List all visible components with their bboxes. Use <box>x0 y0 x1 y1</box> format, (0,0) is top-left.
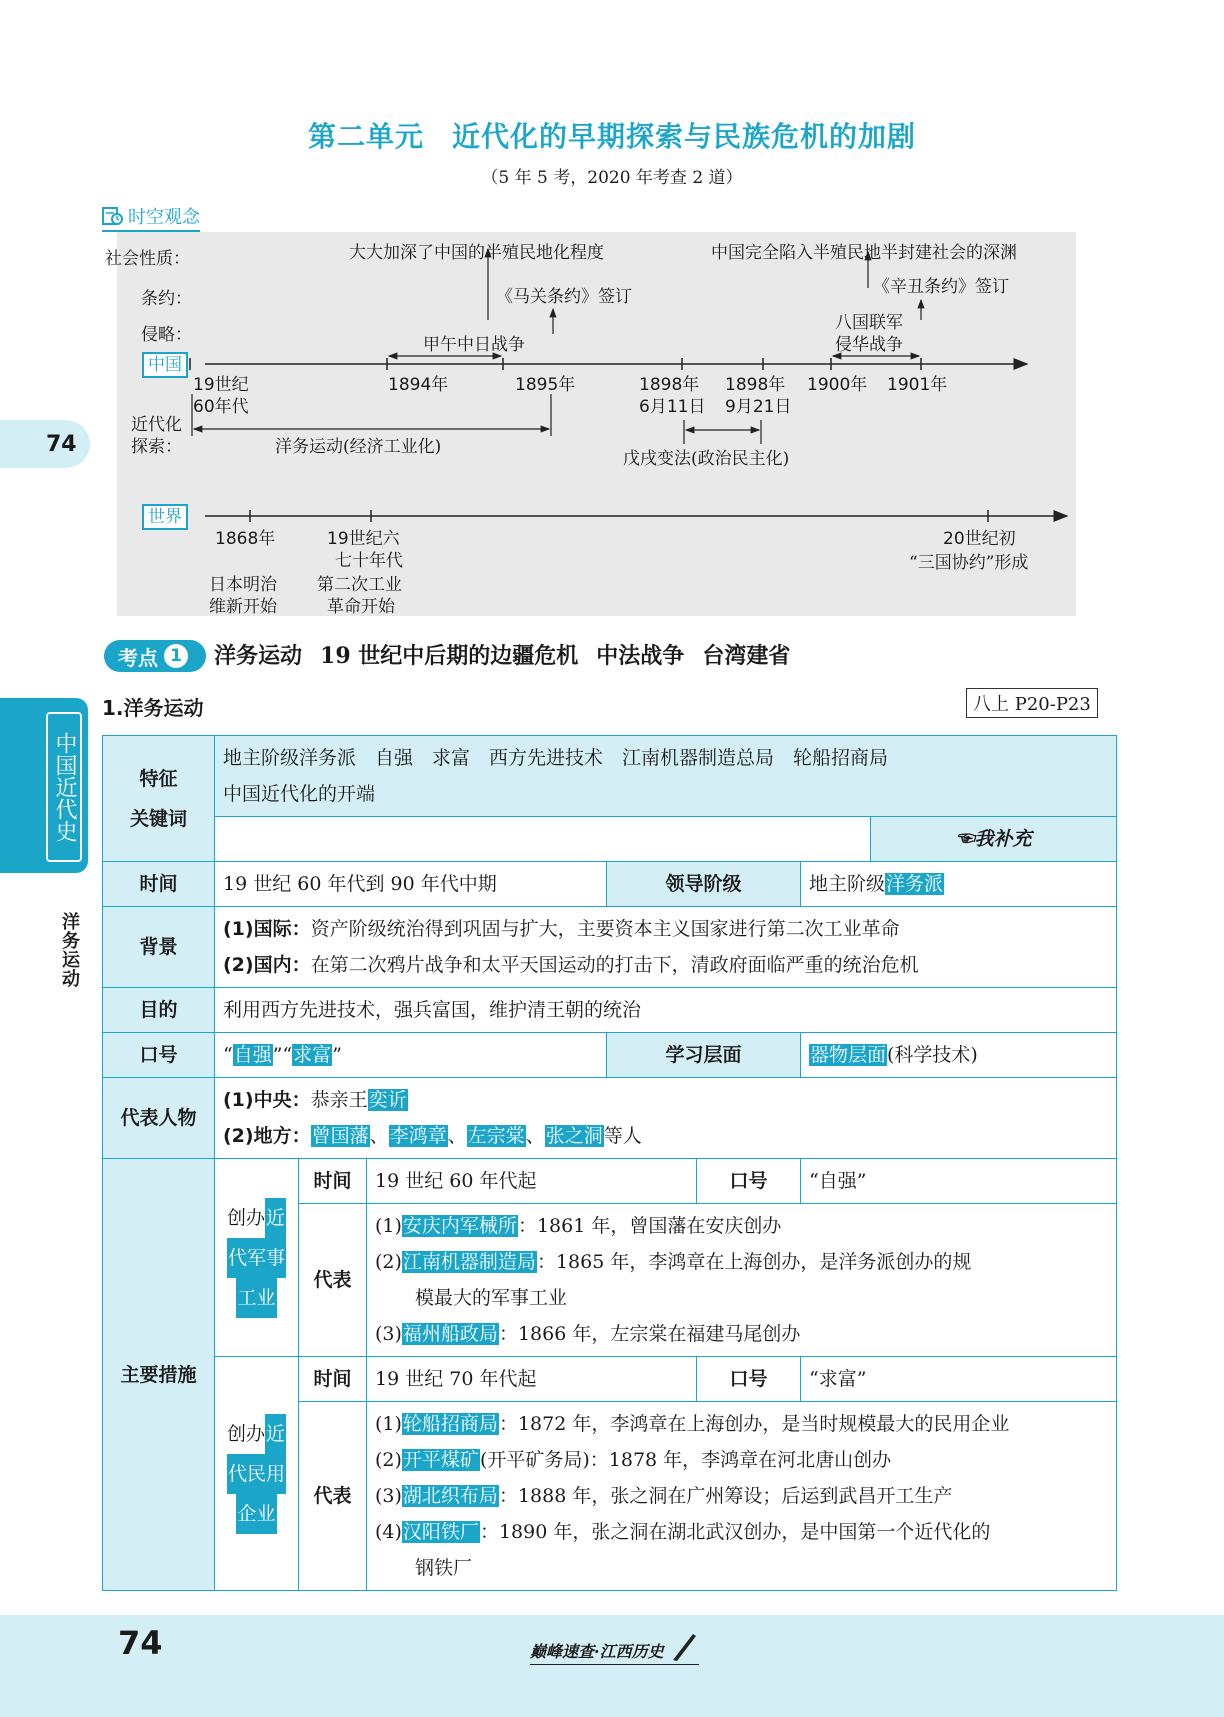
pointing-hand-icon: ☜ <box>955 828 975 850</box>
exam-point-topics <box>214 640 808 673</box>
row-keywords-1 <box>103 736 1117 817</box>
clock-book-icon <box>102 206 124 226</box>
date-1901: 1901年 <box>887 375 948 395</box>
yangwu-span-label: 洋务运动(经济工业化) <box>275 437 442 457</box>
supplement-label: 我补充 <box>974 828 1032 850</box>
military-rep-3: (3)福州船政局：1866 年，左宗棠在福建马尾创办 <box>375 1323 801 1345</box>
background-domestic: (2)国内：在第二次鸦片战争和太平天国运动的打击下，清政府面临严重的统治危机 <box>223 954 919 976</box>
row-label-treaty: 条约： <box>141 289 192 309</box>
study-level-content: 器物层面(科学技术) <box>801 1033 1117 1078</box>
date-1898-09-b: 9月21日 <box>725 397 792 417</box>
row-label-modernization: 近代化 <box>131 415 182 435</box>
military-rep-list: (1)安庆内军械所：1861 年，曾国藩在安庆创办 (2)江南机器制造局：1865 年，李鸿章在上海创办，是洋务派创办的规 模最大的军事工业 (3)福州船政局：1866 年，左宗棠在福建马尾创办 <box>367 1204 1117 1357</box>
background-content <box>215 907 1117 988</box>
military-slogan-label: 口号 <box>697 1159 801 1204</box>
war-eight-nation-2: 侵华战争 <box>835 335 903 355</box>
war-sino-japanese: 甲午中日战争 <box>423 335 525 355</box>
unit-title <box>0 115 1224 155</box>
date-1898-06-b: 6月11日 <box>639 397 706 417</box>
world-event-industrial-2: 革命开始 <box>327 597 395 617</box>
row-label-invasion: 侵略： <box>141 325 192 345</box>
civil-rep-2: (2)开平煤矿(开平矿务局)：1878 年，李鸿章在河北唐山创办 <box>375 1449 892 1471</box>
time-label: 时间 <box>103 862 215 907</box>
war-eight-nation-1: 八国联军 <box>835 313 903 333</box>
side-page-tab: 74 <box>0 420 90 468</box>
topic-4: 台湾建省 <box>702 644 791 669</box>
row-civil-time <box>103 1357 1117 1402</box>
unit-number: 第二单元 <box>307 120 424 153</box>
date-1900: 1900年 <box>807 375 868 395</box>
keywords-label: 特征 关键词 <box>103 736 215 862</box>
world-event-meiji-1: 日本明治 <box>209 575 277 595</box>
china-badge: 中国 <box>142 352 188 378</box>
row-military-time <box>103 1159 1117 1204</box>
nature-left: 大大加深了中国的半殖民地化程度 <box>349 243 604 263</box>
slogan-content: “自强”“求富” <box>215 1033 607 1078</box>
military-time-value: 19 世纪 60 年代起 <box>367 1159 697 1204</box>
row-label-exploration: 探索： <box>131 437 182 457</box>
civil-time-value: 19 世纪 70 年代起 <box>367 1357 697 1402</box>
footer-page-number: 74 <box>118 1624 163 1662</box>
row-time <box>103 862 1117 907</box>
people-local: (2)地方：曾国藩、李鸿章、左宗棠、张之洞等人 <box>223 1125 642 1147</box>
date-1860s-b: 60年代 <box>193 397 249 417</box>
people-central: (1)中央：恭亲王奕䜣 <box>223 1089 407 1111</box>
treaty-maguan: 《马关条约》签订 <box>496 287 632 307</box>
row-keywords-2 <box>103 817 1117 862</box>
yangwu-table <box>102 735 1117 1591</box>
pen-icon <box>669 1632 699 1662</box>
section-vertical-label: 洋务运动 <box>59 912 80 988</box>
time-value: 19 世纪 60 年代到 90 年代中期 <box>215 862 607 907</box>
military-rep-1: (1)安庆内军械所：1861 年，曾国藩在安庆创办 <box>375 1215 782 1237</box>
measures-label: 主要措施 <box>103 1159 215 1591</box>
exam-point-number: 1 <box>164 644 188 668</box>
textbook-page-ref: 八上 P20-P23 <box>966 688 1098 718</box>
date-1894: 1894年 <box>388 375 449 395</box>
civil-time-label: 时间 <box>299 1357 367 1402</box>
topic-3: 中法战争 <box>596 644 685 669</box>
world-event-triple-entente: “三国协约”形成 <box>909 553 1029 573</box>
date-1860s-a: 19世纪 <box>193 375 249 395</box>
supplement-blank[interactable] <box>215 817 871 862</box>
civil-name: 创办近 代民用 企业 <box>215 1357 299 1591</box>
world-event-industrial-1: 第二次工业 <box>317 575 402 595</box>
timeline-diagram <box>105 232 1076 617</box>
chapter-tab[interactable]: 中国近代史 <box>46 712 82 862</box>
timeline-section-text: 时空观念 <box>128 207 200 228</box>
background-intl: (1)国际：资产阶级统治得到巩固与扩大，主要资本主义国家进行第二次工业革命 <box>223 918 900 940</box>
military-rep-2: (2)江南机器制造局：1865 年，李鸿章在上海创办，是洋务派创办的规 <box>375 1251 972 1273</box>
row-goal <box>103 988 1117 1033</box>
leader-label: 领导阶级 <box>607 862 801 907</box>
keywords-line-1: 地主阶级洋务派 自强 求富 西方先进技术 江南机器制造总局 轮船招商局 <box>223 747 889 769</box>
wuxu-span-label: 戊戌变法(政治民主化) <box>623 449 790 469</box>
section-heading: 1.洋务运动 <box>102 696 204 720</box>
unit-subtitle: （5 年 5 考，2020 年考查 2 道） <box>481 168 743 188</box>
study-level-highlight: 器物层面 <box>810 1044 887 1066</box>
military-slogan-value: “自强” <box>801 1159 1117 1204</box>
civil-rep-4: (4)汉阳铁厂：1890 年，张之洞在湖北武汉创办，是中国第一个近代化的 <box>375 1521 991 1543</box>
slogan-ziqiang: 自强 <box>233 1044 272 1066</box>
military-name: 创办近 代军事 工业 <box>215 1159 299 1357</box>
leader-value: 地主阶级洋务派 <box>801 862 1117 907</box>
world-badge: 世界 <box>142 504 188 530</box>
military-rep-label: 代表 <box>299 1204 367 1357</box>
civil-rep-label: 代表 <box>299 1402 367 1591</box>
world-date-1860s70s-b: 七十年代 <box>335 551 403 571</box>
keywords-content <box>215 736 1117 817</box>
leader-highlight: 洋务派 <box>886 873 944 895</box>
row-slogan <box>103 1033 1117 1078</box>
exam-point-badge <box>104 640 206 672</box>
world-date-1860s70s-a: 19世纪六 <box>327 529 400 549</box>
civil-slogan-value: “求富” <box>801 1357 1117 1402</box>
timeline-section-label <box>102 203 200 232</box>
civil-rep-3: (3)湖北织布局：1888 年，张之洞在广州筹设；后运到武昌开工生产 <box>375 1485 953 1507</box>
slogan-label: 口号 <box>103 1033 215 1078</box>
supplement-label-cell <box>871 817 1117 862</box>
row-people <box>103 1078 1117 1159</box>
row-background <box>103 907 1117 988</box>
date-1898-09-a: 1898年 <box>725 375 786 395</box>
civil-rep-list: (1)轮船招商局：1872 年，李鸿章在上海创办，是当时规模最大的民用企业 (2)开平煤矿(开平矿务局)：1878 年，李鸿章在河北唐山创办 (3)湖北织布局：1888 年，张之洞在广州筹设；后运到武昌开工生产 (4)汉阳铁厂：1890 年，张之洞在湖北武汉创办，是中国第一个近代化的 钢铁厂 <box>367 1402 1117 1591</box>
people-content <box>215 1078 1117 1159</box>
background-label: 背景 <box>103 907 215 988</box>
world-date-1868: 1868年 <box>215 529 276 549</box>
goal-content: 利用西方先进技术，强兵富国，维护清王朝的统治 <box>215 988 1117 1033</box>
world-event-meiji-2: 维新开始 <box>209 597 277 617</box>
unit-name: 近代化的早期探索与民族危机的加剧 <box>452 120 917 153</box>
topic-2: 19 世纪中后期的边疆危机 <box>320 643 579 669</box>
world-date-20c: 20世纪初 <box>943 529 1016 549</box>
row-label-nature: 社会性质： <box>105 249 190 269</box>
footer-bar <box>0 1615 1224 1717</box>
military-time-label: 时间 <box>299 1159 367 1204</box>
footer-brand: 巅峰速查·江西历史 <box>530 1632 699 1665</box>
date-1895: 1895年 <box>515 375 576 395</box>
date-1898-06-a: 1898年 <box>639 375 700 395</box>
topic-1: 洋务运动 <box>214 644 303 669</box>
exam-point-label: 考点 <box>118 645 158 670</box>
study-level-label: 学习层面 <box>607 1033 801 1078</box>
keywords-line-2: 中国近代化的开端 <box>223 783 376 805</box>
goal-label: 目的 <box>103 988 215 1033</box>
civil-rep-1: (1)轮船招商局：1872 年，李鸿章在上海创办，是当时规模最大的民用企业 <box>375 1413 1010 1435</box>
people-label: 代表人物 <box>103 1078 215 1159</box>
treaty-xinchou: 《辛丑条约》签订 <box>873 277 1009 297</box>
nature-right: 中国完全陷入半殖民地半封建社会的深渊 <box>711 243 1017 263</box>
slogan-qiufu: 求富 <box>293 1044 332 1066</box>
civil-slogan-label: 口号 <box>697 1357 801 1402</box>
